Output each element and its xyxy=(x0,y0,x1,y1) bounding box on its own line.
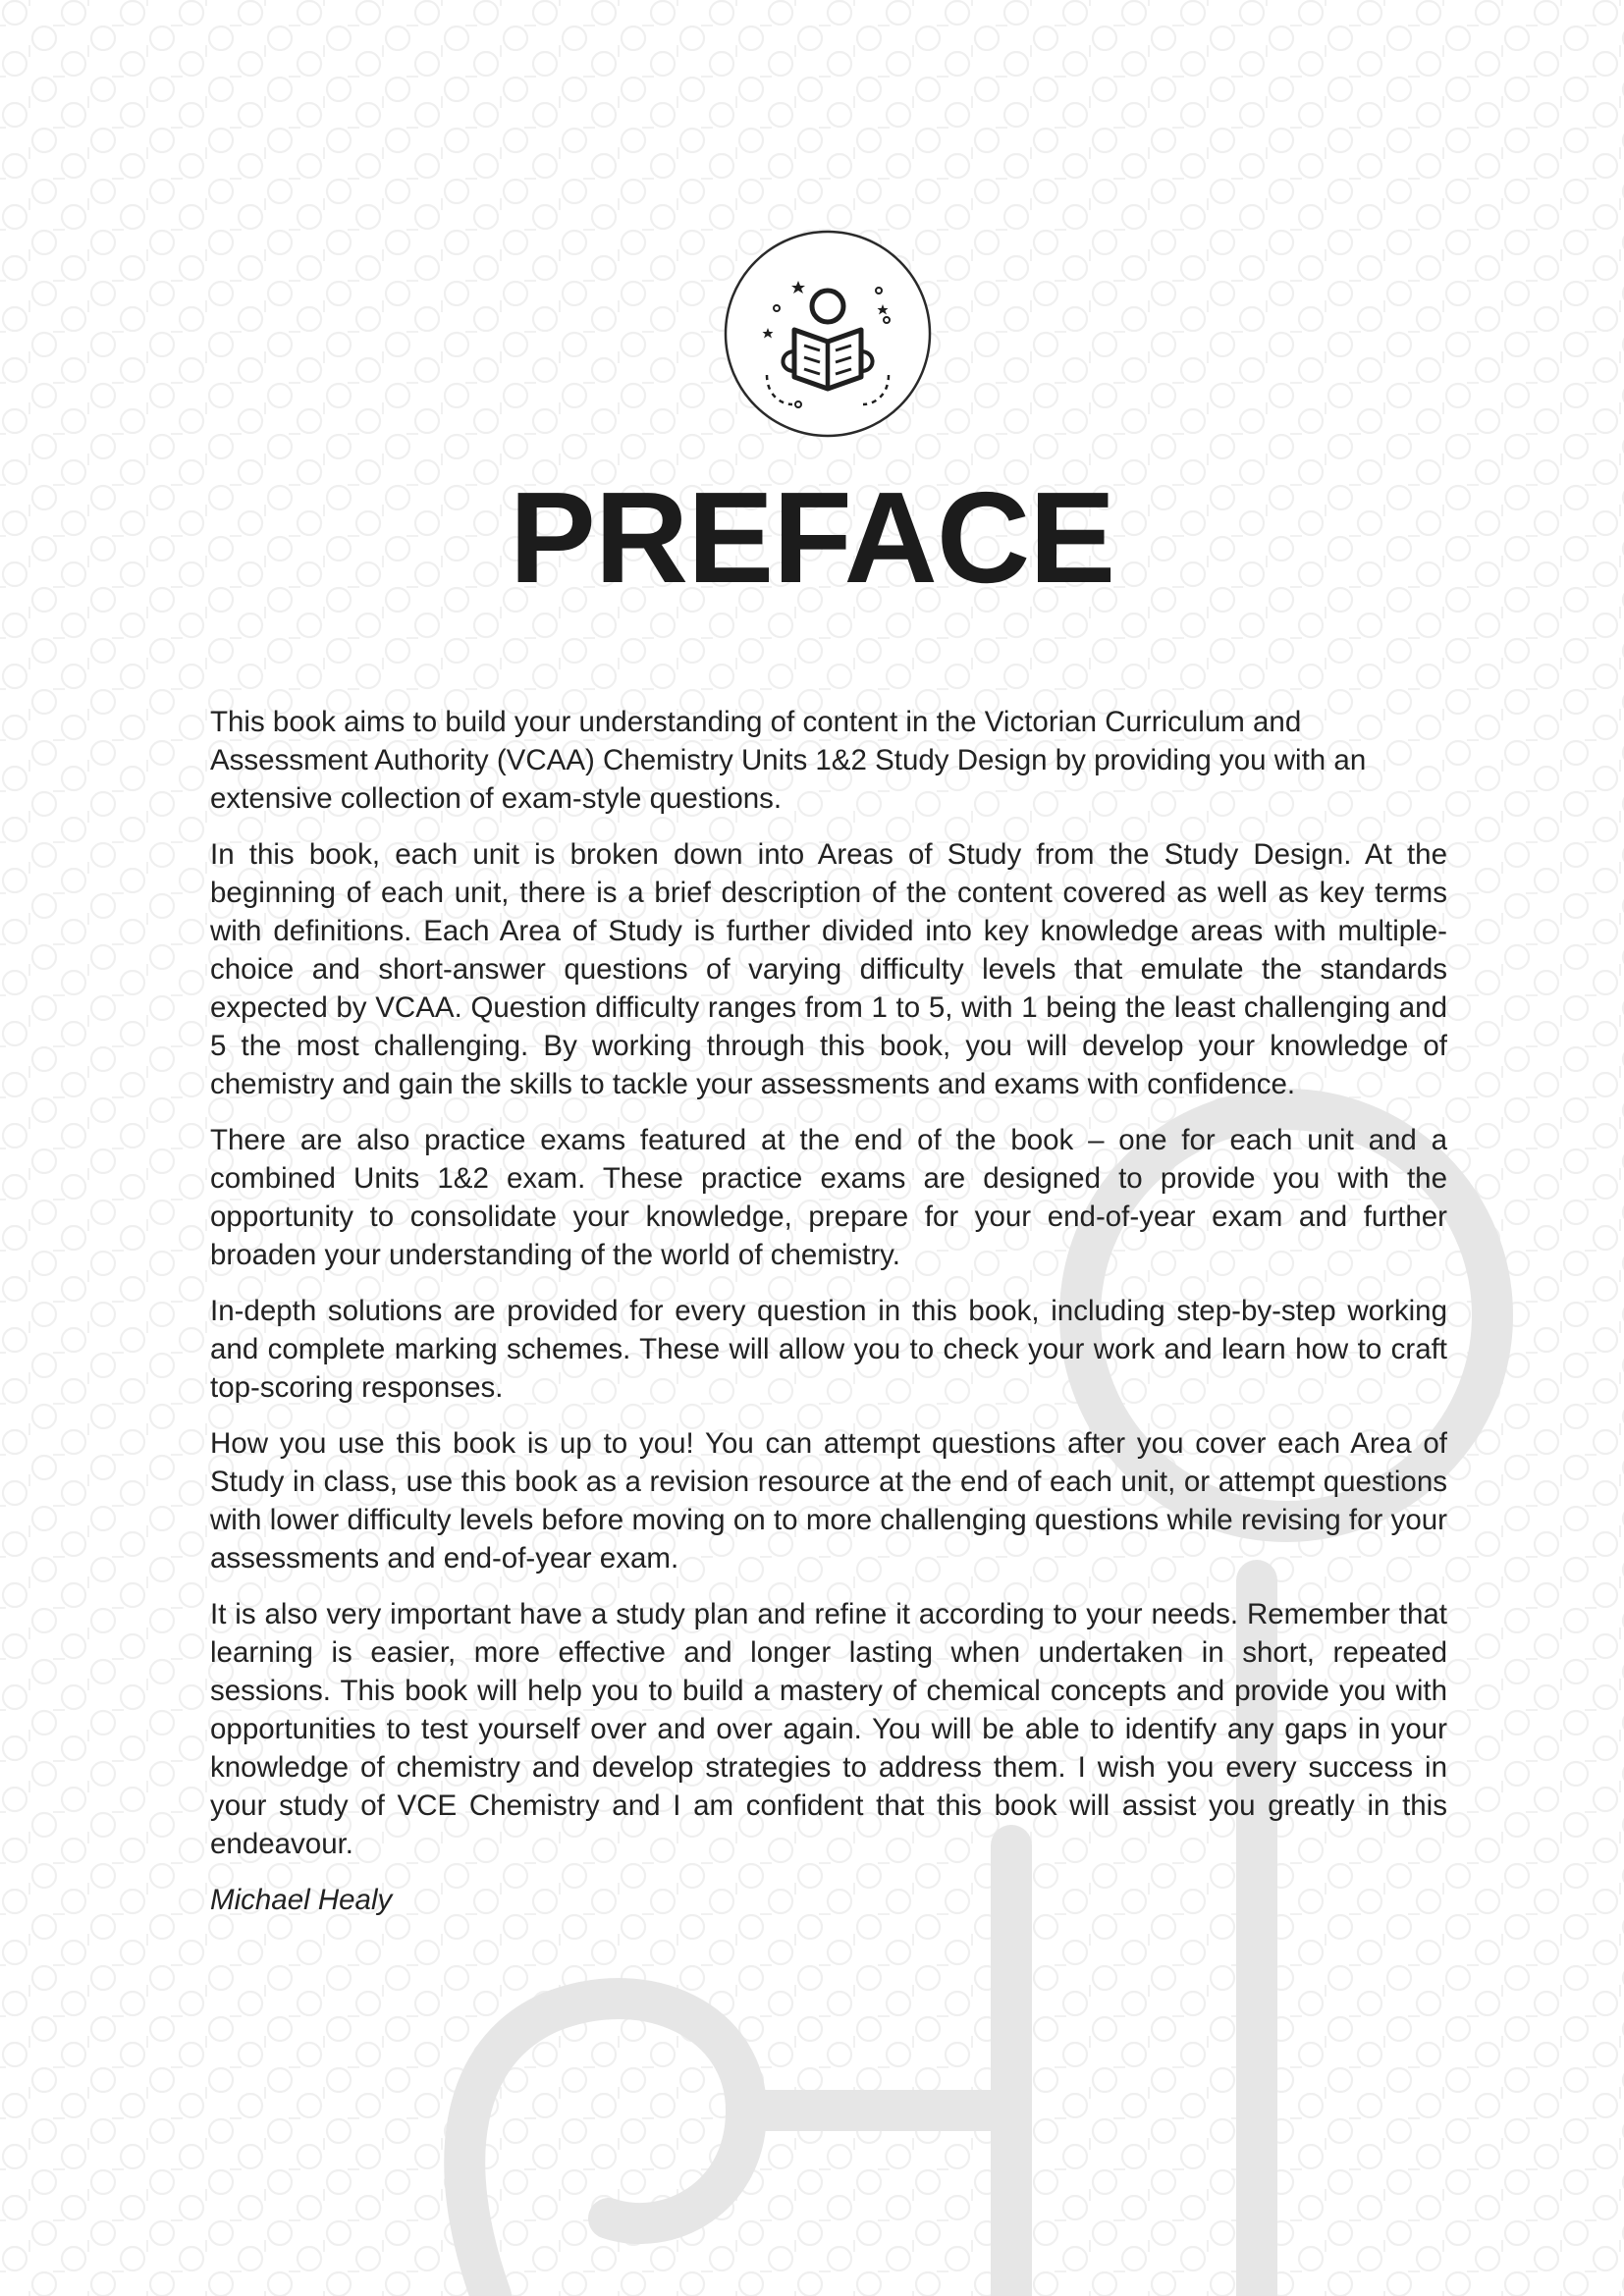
paragraph: There are also practice exams featured at the end of the book – one for each unit and a combined Units 1&2 exam. These practice exams are designed to provide you with the opportunity to consolidate your knowledge, prepare for your end-of-year exam and further broaden your understanding of the world of chemistry. xyxy=(210,1124,1447,1271)
preface-body xyxy=(210,703,1447,1937)
paragraph: This book aims to build your understanding of content in the Victorian Curriculum and Assessment Authority (VCAA) Chemistry Units 1&2 Study Design by providing you with an extensive collection of exam-style questions. xyxy=(210,706,1367,815)
reading-person-icon xyxy=(724,230,932,438)
author-signature: Michael Healy xyxy=(210,1884,393,1916)
page-title: PREFACE xyxy=(509,465,1115,610)
paragraph: In-depth solutions are provided for every question in this book, including step-by-step working and complete marking schemes. These will allow you to check your work and learn how to craft top-scoring responses. xyxy=(210,1295,1447,1404)
paragraph: How you use this book is up to you! You can attempt questions after you cover each Area of Study in class, use this book as a revision resource at the end of each unit, or attempt questions with lower difficulty levels before moving on to more challenging questions while revising for your assessments and end-of-year exam. xyxy=(210,1427,1447,1575)
paragraph: In this book, each unit is broken down into Areas of Study from the Study Design. At the beginning of each unit, there is a brief description of the content covered as well as key terms with definitions. Each Area of Study is further divided into key knowledge areas with multiple-choice and short-answer questions of varying difficulty levels that emulate the standards expected by VCAA. Question difficulty ranges from 1 to 5, with 1 being the least challenging and 5 the most challenging. By working through this book, you will develop your knowledge of chemistry and gain the skills to tackle your assessments and exams with confidence. xyxy=(210,838,1447,1100)
paragraph: It is also very important have a study plan and refine it according to your needs. Remember that learning is easier, more effective and longer lasting when undertaken in short, repeated sessions. This book will help you to build a mastery of chemical concepts and provide you with opportunities to test yourself over and over again. You will be able to identify any gaps in your knowledge of chemistry and develop strategies to address them. I wish you every success in your study of VCE Chemistry and I am confident that this book will assist you greatly in this endeavour. xyxy=(210,1598,1447,1860)
